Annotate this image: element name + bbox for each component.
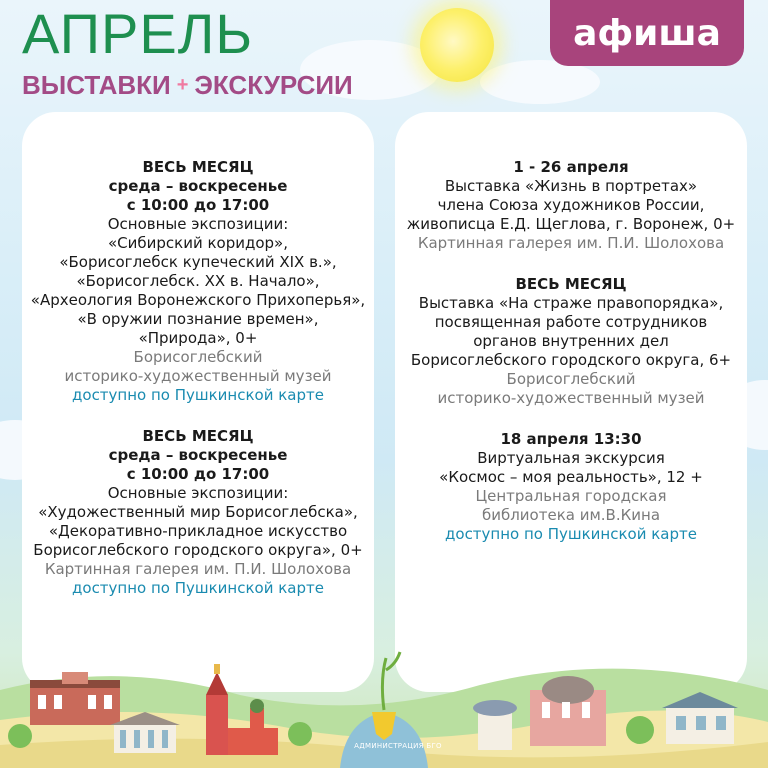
event-days: среда – воскресенье bbox=[108, 446, 288, 464]
event-days: среда – воскресенье bbox=[108, 177, 288, 195]
event-line: «Археология Воронежского Прихоперья», bbox=[30, 291, 366, 309]
event-line: органов внутренних дел bbox=[473, 332, 669, 350]
page-title: АПРЕЛЬ bbox=[22, 2, 254, 65]
event-venue: Борисоглебский bbox=[506, 370, 636, 388]
event-line: «Борисоглебск купеческий XIX в.», bbox=[59, 253, 337, 271]
subtitle-excursions: ЭКСКУРСИИ bbox=[194, 70, 353, 100]
event-time: с 10:00 до 17:00 bbox=[126, 196, 270, 214]
event-card bbox=[395, 275, 747, 408]
event-line: члена Союза художников России, bbox=[437, 196, 705, 214]
tree bbox=[8, 724, 32, 748]
subtitle-exhibitions: ВЫСТАВКИ bbox=[22, 70, 171, 100]
event-venue: библиотека им.В.Кина bbox=[481, 506, 661, 524]
event-heading: ВЕСЬ МЕСЯЦ bbox=[142, 427, 254, 445]
tree bbox=[288, 722, 312, 746]
event-line: Виртуальная экскурсия bbox=[477, 449, 665, 467]
page-subtitle bbox=[22, 72, 353, 98]
event-line: живописца Е.Д. Щеглова, г. Воронеж, 0+ bbox=[406, 215, 736, 233]
event-venue: Картинная галерея им. П.И. Шолохова bbox=[44, 560, 352, 578]
event-line: «Художественный мир Борисоглебска», bbox=[38, 503, 358, 521]
event-line: Борисоглебского городского округа», 0+ bbox=[33, 541, 363, 559]
left-column bbox=[22, 158, 374, 620]
event-line: «Сибирский коридор», bbox=[107, 234, 288, 252]
afisha-badge: афиша bbox=[550, 0, 744, 66]
event-line: «Природа», 0+ bbox=[138, 329, 258, 347]
event-line: «В оружии познание времен», bbox=[77, 310, 319, 328]
event-venue: Картинная галерея им. П.И. Шолохова bbox=[417, 234, 725, 252]
event-line: Борисоглебского городского округа, 6+ bbox=[410, 351, 732, 369]
event-heading: ВЕСЬ МЕСЯЦ bbox=[515, 275, 627, 293]
event-line: «Декоративно-прикладное искусство bbox=[48, 522, 348, 540]
right-column bbox=[395, 158, 747, 566]
event-line: Выставка «На страже правопорядка», bbox=[418, 294, 724, 312]
pushkin-card-link[interactable]: доступно по Пушкинской карте bbox=[72, 386, 324, 404]
event-line: «Космос – моя реальность», 12 + bbox=[439, 468, 703, 486]
event-heading: 18 апреля 13:30 bbox=[500, 430, 642, 448]
event-line: посвященная работе сотрудников bbox=[434, 313, 708, 331]
event-line: Основные экспозиции: bbox=[107, 484, 289, 502]
event-venue: историко-художественный музей bbox=[437, 389, 705, 407]
event-line: Выставка «Жизнь в портретах» bbox=[444, 177, 698, 195]
tree bbox=[626, 716, 654, 744]
event-card bbox=[22, 158, 374, 405]
pushkin-card-link[interactable]: доступно по Пушкинской карте bbox=[72, 579, 324, 597]
event-venue: историко-художественный музей bbox=[64, 367, 332, 385]
event-card bbox=[395, 430, 747, 544]
event-card bbox=[22, 427, 374, 598]
event-heading: 1 - 26 апреля bbox=[513, 158, 629, 176]
event-venue: Борисоглебский bbox=[133, 348, 263, 366]
building-rotunda bbox=[473, 700, 517, 750]
organization-label: АДМИНИСТРАЦИЯ БГО bbox=[354, 742, 442, 750]
event-line: «Борисоглебск. ХХ в. Начало», bbox=[76, 272, 320, 290]
event-heading: ВЕСЬ МЕСЯЦ bbox=[142, 158, 254, 176]
event-card bbox=[395, 158, 747, 253]
event-time: с 10:00 до 17:00 bbox=[126, 465, 270, 483]
subtitle-separator: + bbox=[176, 74, 189, 96]
pushkin-card-link[interactable]: доступно по Пушкинской карте bbox=[445, 525, 697, 543]
cloud bbox=[480, 60, 600, 104]
sun-icon bbox=[420, 8, 494, 82]
city-landscape bbox=[0, 650, 768, 768]
event-line: Основные экспозиции: bbox=[107, 215, 289, 233]
event-venue: Центральная городская bbox=[475, 487, 667, 505]
